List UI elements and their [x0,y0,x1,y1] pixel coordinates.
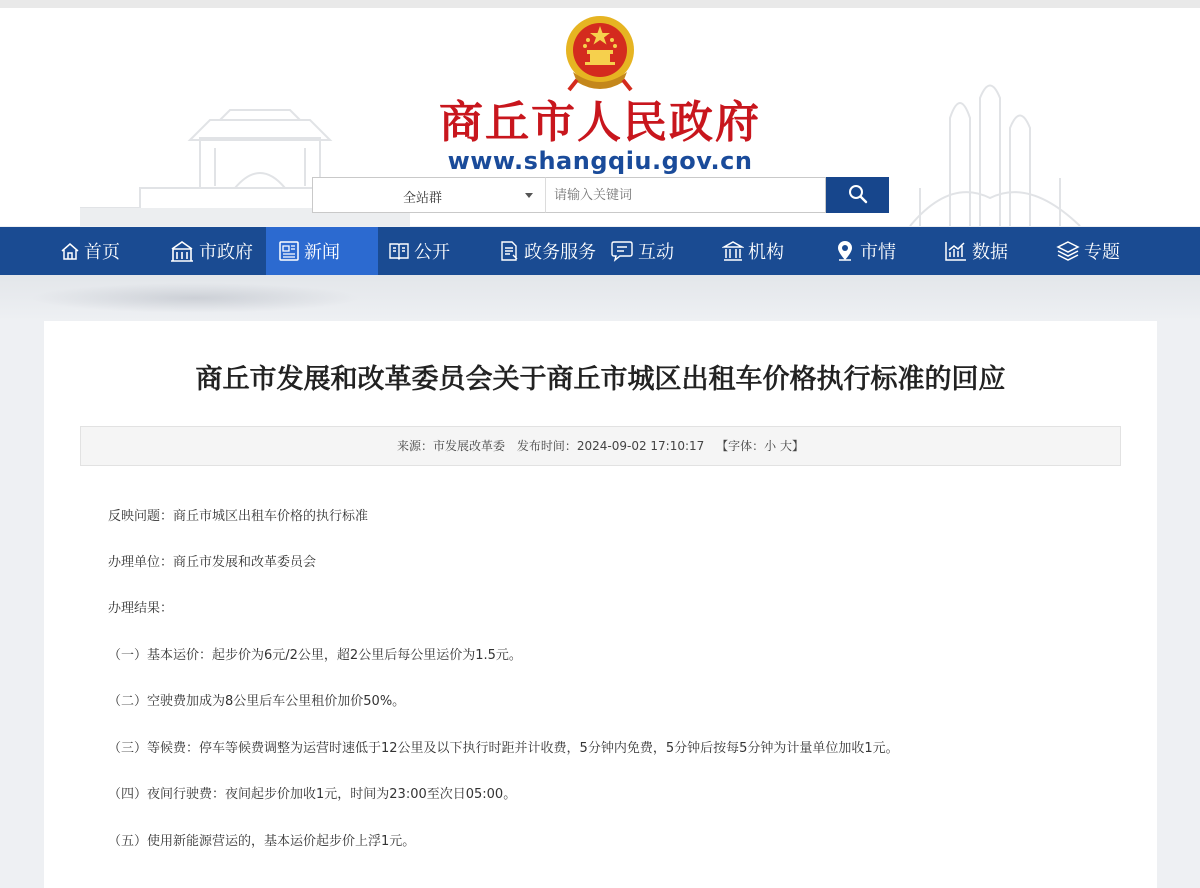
nav-item-label: 专题 [1084,242,1120,263]
banner-decoration [30,283,360,313]
layers-icon [1056,240,1080,262]
article-paragraph: 办理单位：商丘市发展和改革委员会 [108,555,317,570]
institution-icon [722,240,744,262]
chart-icon [944,240,968,262]
nav-item-interaction[interactable] [610,227,674,275]
article-paragraph: （四）夜间行驶费：夜间起步价加收1元，时间为23:00至次日05:00。 [108,787,517,802]
font-size-toggle[interactable]: 【字体：小 大】 [716,439,804,453]
article-paragraph: （三）等候费：停车等候费调整为运营时速低于12公里及以下执行时距并计收费，5分钟内免费，5分钟后按每5分钟为计量单位加收1元。 [108,741,899,756]
search-icon [848,184,868,204]
building-icon [169,239,195,263]
nav-item-label: 市政府 [199,242,253,263]
main-nav [0,227,1200,275]
nav-item-news[interactable] [266,227,378,275]
article-paragraph: 反映问题：商丘市城区出租车价格的执行标准 [108,509,369,524]
search-scope-value: 全站群 [403,191,443,206]
site-url: www.shangqiu.gov.cn [447,147,753,175]
nav-item-label: 政务服务 [524,242,596,263]
search-input[interactable] [545,177,826,213]
nav-item-label: 市情 [860,242,896,263]
article-publish-time: 发布时间：2024-09-02 17:10:17 [516,439,705,453]
nav-item-label: 数据 [972,242,1008,263]
search-scope-select[interactable] [312,177,545,213]
nav-item-label: 首页 [84,242,120,263]
site-header [0,8,1200,226]
nav-item-label: 互动 [638,242,674,263]
article-paragraph: （一）基本运价：起步价为6元/2公里，超2公里后每公里运价为1.5元。 [108,648,522,663]
article-source: 来源：市发展改革委 [397,439,506,453]
search-button[interactable] [826,177,889,213]
location-icon [834,240,856,262]
article-title: 商丘市发展和改革委员会关于商丘市城区出租车价格执行标准的回应 [195,364,1006,395]
news-icon [278,240,300,262]
nav-item-label: 公开 [414,242,450,263]
national-emblem [563,12,637,92]
article-container [44,321,1157,888]
article-paragraph: 办理结果： [108,601,174,616]
site-title: 商丘市人民政府 [439,97,761,148]
chat-icon [610,240,634,262]
article-paragraph: （二）空驶费加成为8公里后车公里租价加价50%。 [108,694,406,709]
nav-item-home[interactable] [60,227,120,275]
nav-item-data[interactable] [944,227,1008,275]
article-paragraph: （五）使用新能源营运的，基本运价起步价上浮1元。 [108,834,416,849]
top-strip [0,0,1200,8]
nav-item-label: 机构 [748,242,784,263]
nav-item-government[interactable] [169,227,253,275]
tower-illustration [890,78,1100,226]
nav-item-disclosure[interactable] [388,227,450,275]
service-icon [498,240,520,262]
nav-item-services[interactable] [498,227,596,275]
home-icon [60,241,80,261]
book-icon [388,241,410,261]
nav-item-institutions[interactable] [722,227,784,275]
article-meta [80,426,1121,466]
chevron-down-icon [525,193,533,198]
nav-item-city-info[interactable] [834,227,896,275]
nav-item-topics[interactable] [1056,227,1120,275]
nav-item-label: 新闻 [304,242,340,263]
search-bar [312,177,889,213]
